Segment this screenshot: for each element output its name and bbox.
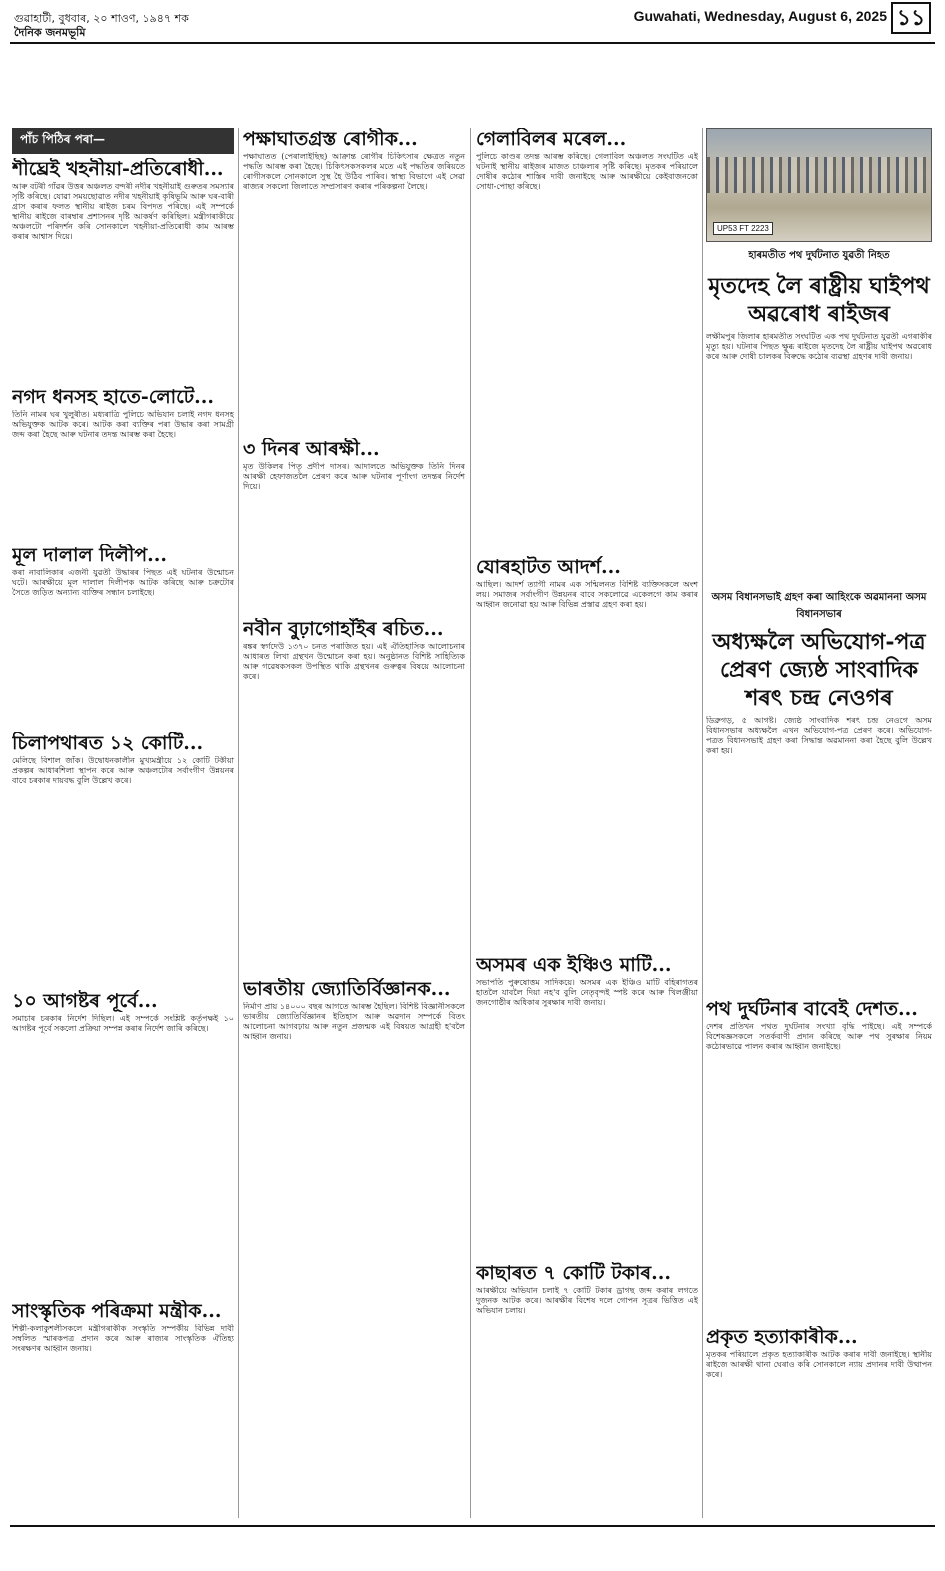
article [476,128,698,548]
kicker: অসম বিধানসভাই গ্ৰহণ কৰা আহিংকে অৱমাননা অসম বিধানসভাৰ [711,592,927,620]
article-body: মেলিছে বিশাল জাঁক। উদ্বোধনকালীন মুখ্যমন্ত্ৰীয়ে ১২ কোটি টকীয়া প্ৰকল্পৰ আধাৰশিলা স্থাপন কৰে আৰু অঞ্চলটোৰ সৰ্বাংগীণ উন্নয়নৰ বাবে চৰকাৰ দায়বদ্ধ বুলি উল্লেখ কৰে। [12,756,234,785]
headline: শীঘ্ৰেই খহনীয়া-প্ৰতিৰোধী... [12,158,224,180]
article-body: সমাচাৰ চৰকাৰ নিৰ্দেশ দিছিল। এই সম্পৰ্কে সংশ্লিষ্ট কৰ্তৃপক্ষই ১০ আগষ্টৰ পূৰ্বে সকলো প্ৰক্ৰিয়া সম্পন্ন কৰাৰ নিৰ্দেশ জাৰি কৰিছে। [12,1014,234,1033]
headline: মৃতদেহ লৈ ৰাষ্ট্ৰীয় ঘাইপথ অৱৰোধ ৰাইজৰ [708,273,930,327]
headline: পক্ষাঘাতগ্ৰস্ত ৰোগীক... [243,128,418,150]
article [476,954,698,1254]
footer-rule [10,1525,935,1527]
article-body: আৰক্ষীয়ে অভিযান চলাই ৭ কোটি টকাৰ ড্ৰাগছ জব্দ কৰাৰ লগতে দুজনক আটক কৰে। আৰক্ষীৰ বিশেষ দলে গোপন সূত্ৰৰ ভিত্তিত এই অভিযান চলায়। [476,1286,698,1315]
article-body: আছিল। আদৰ্শ ত্যাগী নামৰ এক সন্মিলনত বিশিষ্ট ব্যক্তিসকলে অংশ লয়। সমাজৰ সৰ্বাংগীণ উন্নয়নৰ বাবে সকলোৱে একেলগে কাম কৰাৰ আহ্বান জনোৱা হয় আৰু বিভিন্ন প্ৰস্তাৱ গ্ৰহণ কৰা হয়। [476,580,698,609]
article [243,618,465,968]
article [476,556,698,946]
article [243,438,465,608]
photo-caption: হাৰমতীত পথ দুৰ্ঘটনাত যুৱতী নিহত [748,250,890,261]
header-date-assamese: গুৱাহাটী, বুধবাৰ, ২০ শাওণ, ১৯৪৭ শক [14,12,189,25]
headline: পথ দুৰ্ঘটনাৰ বাবেই দেশত... [706,998,918,1020]
article [12,990,234,1290]
headline: গেলাবিলৰ মৰেল... [476,128,627,150]
article-body: ৰঙ্কৰ স্বৰ্গদেউ ১৩৭০ চনত পৰাজিত হয়। এই ঐতিহাসিক আলোচনাৰ আধাৰত লিখা গ্ৰন্থখন উন্মোচন কৰা হয়। অনুষ্ঠানত বিশিষ্ট সাহিত্যিক আৰু গৱেষকসকল উপস্থিত থাকি গ্ৰন্থখনৰ গুৰুত্বৰ বিষয়ে আলোচনা কৰে। [243,642,465,681]
article-body: শিল্পী-কলাকুশলীসকলে মন্ত্ৰীগৰাকীক সংস্কৃতি সম্পৰ্কীয় বিভিন্ন দাবী সম্বলিত স্মাৰকপত্ৰ প্ৰদান কৰে আৰু ৰাজ্যৰ সাংস্কৃতিক ঐতিহ্য সংৰক্ষণৰ আহ্বান জনায়। [12,1324,234,1353]
headline: অধ্যক্ষলৈ অভিযোগ-পত্ৰ প্ৰেৰণ জ্যেষ্ঠ সাংবাদিক শৰৎ চন্দ্ৰ নেওগৰ [712,629,926,711]
headline: অসমৰ এক ইঞ্চিও মাটি... [476,954,672,976]
news-photo [706,128,932,242]
article [706,1326,932,1526]
crowd-figures [707,157,931,193]
article-body: সভাপতি পুৰুষোত্তম সাদিকয়ে। অসমৰ এক ইঞ্চিও মাটি বহিৰাগতৰ হাতলৈ যাবলৈ দিয়া নহ'ব বুলি নেতৃবৃন্দই স্পষ্ট কৰে আৰু খিলঞ্জীয়া জনগোষ্ঠীৰ অধিকাৰ সুৰক্ষাৰ দাবী জনায়। [476,978,698,1007]
page-number: ১১ [891,2,931,34]
continuation-tag: পাঁচ পিঠিৰ পৰা— [12,128,234,154]
article-body: আৰু বটৰী গাঁৱৰ উত্তৰ অঞ্চলত বন্দৰী নদীৰ খহনীয়াই গুৰুতৰ সমস্যাৰ সৃষ্টি কৰিছে। যোৱা সময়ছোৱাত নদীৰ খহনীয়াই কৃষিভূমি আৰু ঘৰ-বাৰী গ্ৰাস কৰাৰ ফলত স্থানীয় ৰাইজ চৰম বিপদত পৰিছে। এই সম্পৰ্কে স্থানীয় ৰাইজে বাৰম্বাৰ প্ৰশাসনৰ দৃষ্টি আকৰ্ষণ কৰিছিল। মন্ত্ৰীগৰাকীয়ে অঞ্চলটো পৰিদৰ্শন কৰি সোনকালে খহনীয়া-প্ৰতিৰোধী কাম আৰম্ভ কৰাৰ আশ্বাস দিয়ে। [12,182,234,241]
article-body: দেশৰ প্ৰতিখন পথত দুৰ্ঘটনাৰ সংখ্যা বৃদ্ধি পাইছে। এই সম্পৰ্কে বিশেষজ্ঞসকলে সতৰ্কবাণী প্ৰদান কৰিছে আৰু পথ সুৰক্ষাৰ নিয়ম কঠোৰভাৱে পালন কৰাৰ আহ্বান জনাইছে। [706,1022,932,1051]
article [12,544,234,724]
headline: যোৰহাটত আদৰ্শ... [476,556,621,578]
headline: নবীন বুঢ়াগোহাঁইৰ ৰচিত... [243,618,444,640]
page-header [10,0,935,40]
article-body: পক্ষাঘাতত (পেৰালাইছিছ) আক্ৰান্ত ৰোগীৰ চিকিৎসাৰ ক্ষেত্ৰত নতুন পদ্ধতি আৰম্ভ কৰা হৈছে। চিকিৎসকসকলৰ মতে এই পদ্ধতিৰ জৰিয়তে ৰোগীসকলে সোনকালে সুস্থ হৈ উঠিব পাৰিব। স্বাস্থ্য বিভাগে এই সেৱা ৰাজ্যৰ সকলো জিলাতে সম্প্ৰসাৰণ কৰাৰ পৰিকল্পনা লৈছে। [243,152,465,191]
article [12,158,234,378]
article-body: লক্ষীমপুৰ জিলাৰ হাৰমতীত সংঘটিত এক পথ দুৰ্ঘটনাত যুৱতী এগৰাকীৰ মৃত্যু হয়। ঘটনাৰ পিছত ক্ষুব্ধ ৰাইজে মৃতদেহ লৈ ৰাষ্ট্ৰীয় ঘাইপথ অৱৰোধ কৰে আৰু দোষী চালকৰ বিৰুদ্ধে কঠোৰ ব্যৱস্থা গ্ৰহণৰ দাবী জনায়। [706,332,932,361]
headline: প্ৰকৃত হত্যাকাৰীক... [706,1326,858,1348]
article [12,386,234,536]
article-body: মৃতকৰ পৰিয়ালে প্ৰকৃত হত্যাকাৰীক আটক কৰাৰ দাবী জনাইছে। স্থানীয় ৰাইজে আৰক্ষী থানা ঘেৰাও কৰি সোনকালে ন্যায় প্ৰদানৰ দাবী উত্থাপন কৰে। [706,1350,932,1379]
article-body: তিনি নামৰ ঘৰ খুলুৰীত। মধ্যৰাত্ৰি পুলিচে অভিযান চলাই নগদ ধনসহ অভিযুক্তক আটক কৰে। আটক কৰা ব্যক্তিৰ পৰা উদ্ধাৰ কৰা সামগ্ৰী জব্দ কৰা হৈছে আৰু ঘটনাৰ তদন্ত আৰম্ভ কৰা হৈছে। [12,410,234,439]
vehicle-plate: UP53 FT 2223 [713,222,773,235]
header-date-english: Guwahati, Wednesday, August 6, 2025 [633,8,887,24]
article-body: পুলিচে কাণ্ডৰ তদন্ত আৰম্ভ কৰিছে। গেলাবিল অঞ্চলত সংঘটিত এই ঘটনাই স্থানীয় ৰাইজৰ মাজত চাঞ্চল্যৰ সৃষ্টি কৰিছে। মৃতকৰ পৰিয়ালে দোষীৰ কঠোৰ শাস্তিৰ দাবী জনাইছে আৰু আৰক্ষীয়ে কেইবাজনকো সোধা-পোছা কৰিছে। [476,152,698,191]
headline: সাংস্কৃতিক পৰিক্ৰমা মন্ত্ৰীক... [12,1300,222,1322]
headline: ১০ আগষ্টৰ পূৰ্বে... [12,990,158,1012]
article [243,978,465,1518]
article [706,998,932,1318]
header-brand: দৈনিক জনমভূমি [14,26,86,39]
article [706,268,932,578]
article-body: ডিব্ৰুগড়, ৫ আগষ্ট। জ্যেষ্ঠ সাংবাদিক শৰৎ চন্দ্ৰ নেওগে অসম বিধানসভাৰ অধ্যক্ষলৈ এখন অভিযোগ-পত্ৰ প্ৰেৰণ কৰে। অভিযোগ-পত্ৰত বিধানসভাই গ্ৰহণ কৰা সিদ্ধান্ত অৱমাননা কৰা হৈছে বুলি উল্লেখ কৰা হয়। [706,716,932,755]
article [706,588,932,988]
headline: মূল দালাল দিলীপ... [12,544,168,566]
headline: কাছাৰত ৭ কোটি টকাৰ... [476,1262,671,1284]
headline: ভাৰতীয় জ্যোতিৰ্বিজ্ঞানক... [243,978,451,1000]
column-divider [470,128,471,1518]
article-body: কৰা নাবালিকাৰ এজনী যুৱতী উদ্ধাৰৰ পিছত এই ঘটনাৰ উন্মোচন ঘটে। আৰক্ষীয়ে মূল দালাল দিলীপক আটক কৰিছে আৰু চক্ৰটোৰ সৈতে জড়িত অন্যান্য ব্যক্তিৰ সন্ধান চলাইছে। [12,568,234,597]
headline: ৩ দিনৰ আৰক্ষী... [243,438,380,460]
article [12,1300,234,1520]
headline: চিলাপথাৰত ১২ কোটি... [12,732,204,754]
article [243,128,465,428]
article-body: নিৰ্মাণ প্ৰায় ১৪০০০ বছৰ আগতে আৰম্ভ হৈছিল। বিশিষ্ট বিজ্ঞানীসকলে ভাৰতীয় জ্যোতিৰ্বিজ্ঞানৰ ইতিহাস আৰু অৱদান সম্পৰ্কে বিতং আলোচনা আগবঢ়ায় আৰু নতুন প্ৰজন্মক এই বিষয়ত আগ্ৰহী হ'বলৈ আহ্বান জনায়। [243,1002,465,1041]
article [476,1262,698,1522]
article [12,732,234,982]
headline: নগদ ধনসহ হাতে-লোটে... [12,386,215,408]
column-divider [702,128,703,1518]
article-body: মৃত উকিলৰ পিতৃ প্ৰদীপ দাসৰ। আদালতে অভিযুক্তক তিনি দিনৰ আৰক্ষী হেফাজতলৈ প্ৰেৰণ কৰে আৰু ঘটনাৰ পূৰ্ণাংগ তদন্তৰ নিৰ্দেশ দিয়ে। [243,462,465,491]
column-divider [238,128,239,1518]
header-rule [10,42,935,44]
